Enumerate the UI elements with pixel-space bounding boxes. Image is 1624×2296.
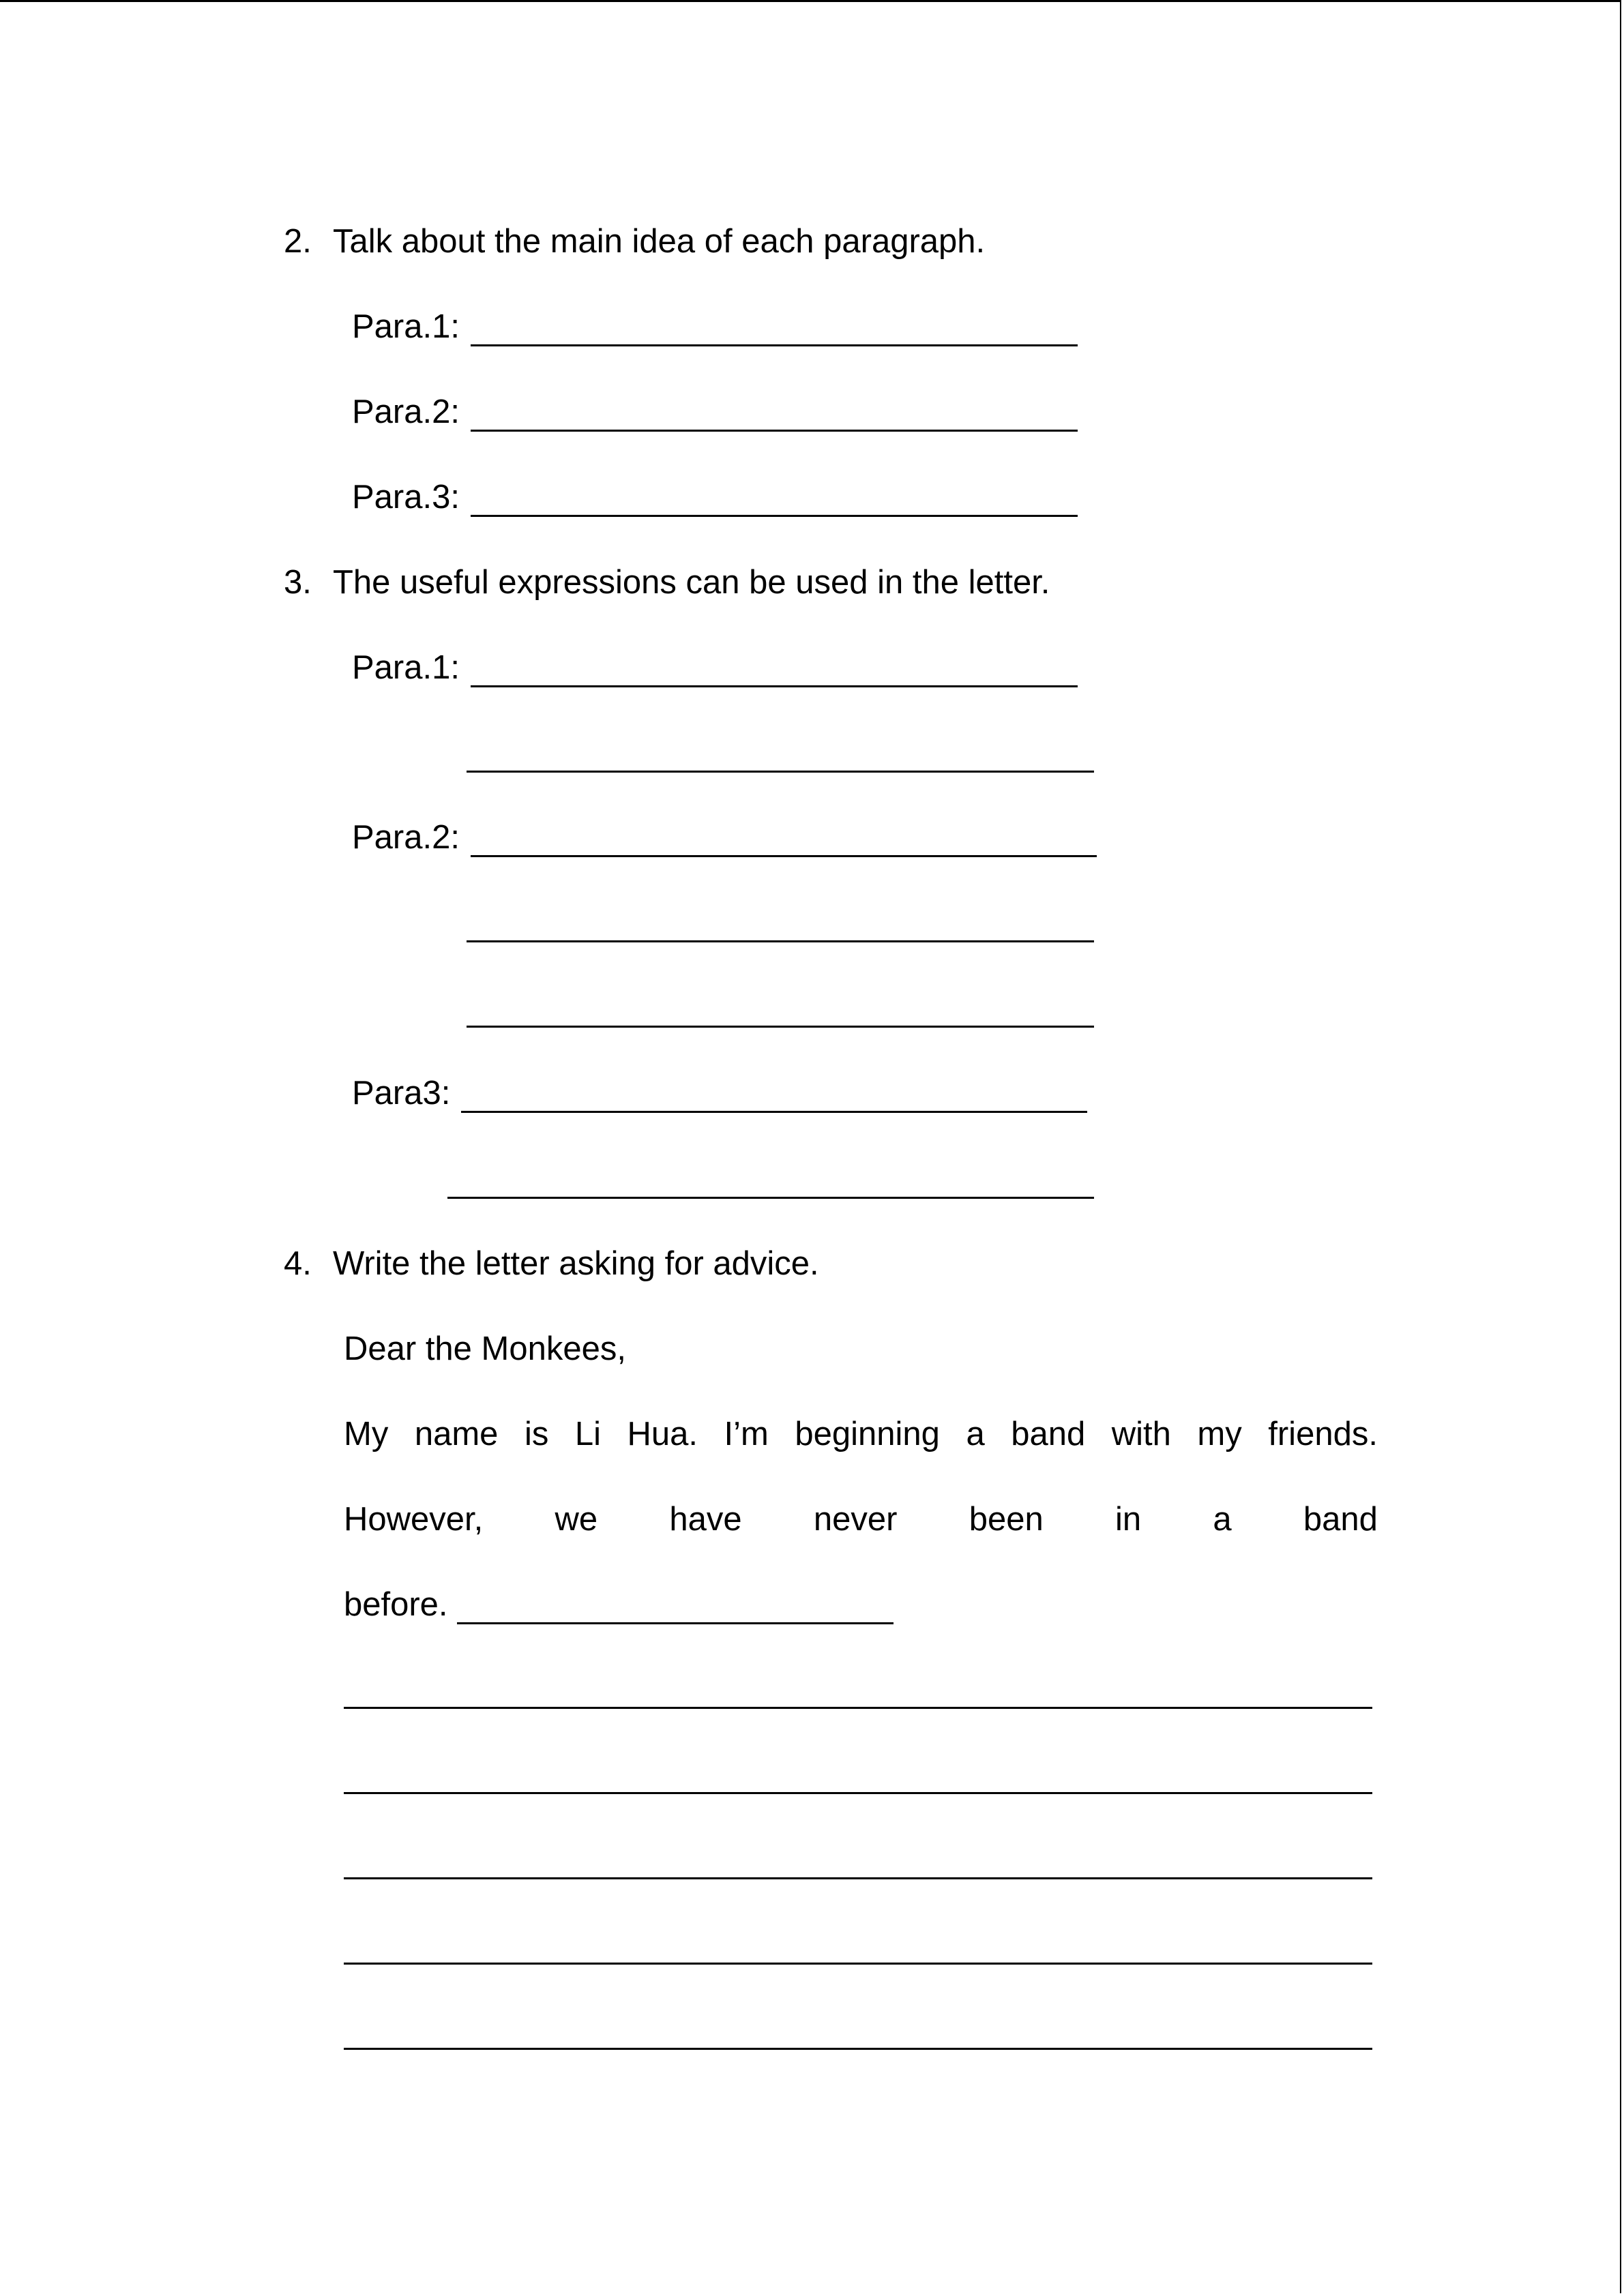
- letter-word: I’m: [724, 1416, 769, 1452]
- q3-para3-answer-line-1[interactable]: [461, 1111, 1087, 1113]
- letter-word: been: [969, 1501, 1044, 1538]
- letter-line-2: [344, 1499, 1378, 1540]
- letter-word: friends.: [1268, 1416, 1378, 1452]
- q3-para2-answer-line-3[interactable]: [467, 1026, 1094, 1028]
- letter-writing-line-4[interactable]: [344, 1963, 1372, 1965]
- q3-para3-answer-line-2[interactable]: [447, 1197, 1094, 1199]
- letter-word: never: [813, 1501, 898, 1538]
- q4-number: 4.: [284, 1245, 312, 1282]
- letter-word: we: [555, 1501, 598, 1538]
- letter-word: have: [669, 1501, 742, 1538]
- letter-writing-line-2[interactable]: [344, 1792, 1372, 1794]
- letter-line-1: [344, 1414, 1378, 1455]
- q3-para1-label: Para.1:: [352, 649, 460, 686]
- q4-prompt: Write the letter asking for advice.: [333, 1245, 819, 1282]
- letter-word: with: [1111, 1416, 1171, 1452]
- letter-word: my: [1197, 1416, 1242, 1452]
- letter-word: Hua.: [627, 1416, 698, 1452]
- letter-word: a: [966, 1416, 985, 1452]
- letter-word: beginning: [795, 1416, 940, 1452]
- letter-word: My: [344, 1416, 389, 1452]
- q2-prompt: Talk about the main idea of each paragraph.: [333, 223, 986, 260]
- letter-word: However,: [344, 1501, 484, 1538]
- q3-prompt: The useful expressions can be used in the letter.: [333, 564, 1050, 601]
- letter-inline-answer-line[interactable]: [457, 1622, 894, 1624]
- letter-word: in: [1115, 1501, 1142, 1538]
- letter-line-3: before.: [344, 1586, 448, 1623]
- letter-salutation: Dear the Monkees,: [344, 1330, 626, 1367]
- letter-word: name: [414, 1416, 499, 1452]
- q3-para1-answer-line-1[interactable]: [471, 685, 1078, 687]
- letter-writing-line-3[interactable]: [344, 1877, 1372, 1879]
- q3-para1-answer-line-2[interactable]: [467, 771, 1094, 773]
- q2-para1-answer-line[interactable]: [471, 344, 1078, 346]
- letter-writing-line-5[interactable]: [344, 2048, 1372, 2050]
- letter-word: is: [524, 1416, 549, 1452]
- letter-word: a: [1213, 1501, 1232, 1538]
- letter-word: Li: [574, 1416, 601, 1452]
- q2-para3-answer-line[interactable]: [471, 515, 1078, 517]
- q2-para1-label: Para.1:: [352, 308, 460, 345]
- letter-word: band: [1303, 1501, 1378, 1538]
- q3-para2-answer-line-1[interactable]: [471, 855, 1097, 857]
- q3-para3-label: Para3:: [352, 1075, 451, 1112]
- q2-para2-answer-line[interactable]: [471, 430, 1078, 432]
- q3-number: 3.: [284, 564, 312, 601]
- q2-para3-label: Para.3:: [352, 479, 460, 516]
- q3-para2-answer-line-2[interactable]: [467, 940, 1094, 942]
- letter-writing-line-1[interactable]: [344, 1707, 1372, 1709]
- q2-para2-label: Para.2:: [352, 393, 460, 430]
- letter-word: band: [1011, 1416, 1086, 1452]
- q3-para2-label: Para.2:: [352, 819, 460, 856]
- q2-number: 2.: [284, 223, 312, 260]
